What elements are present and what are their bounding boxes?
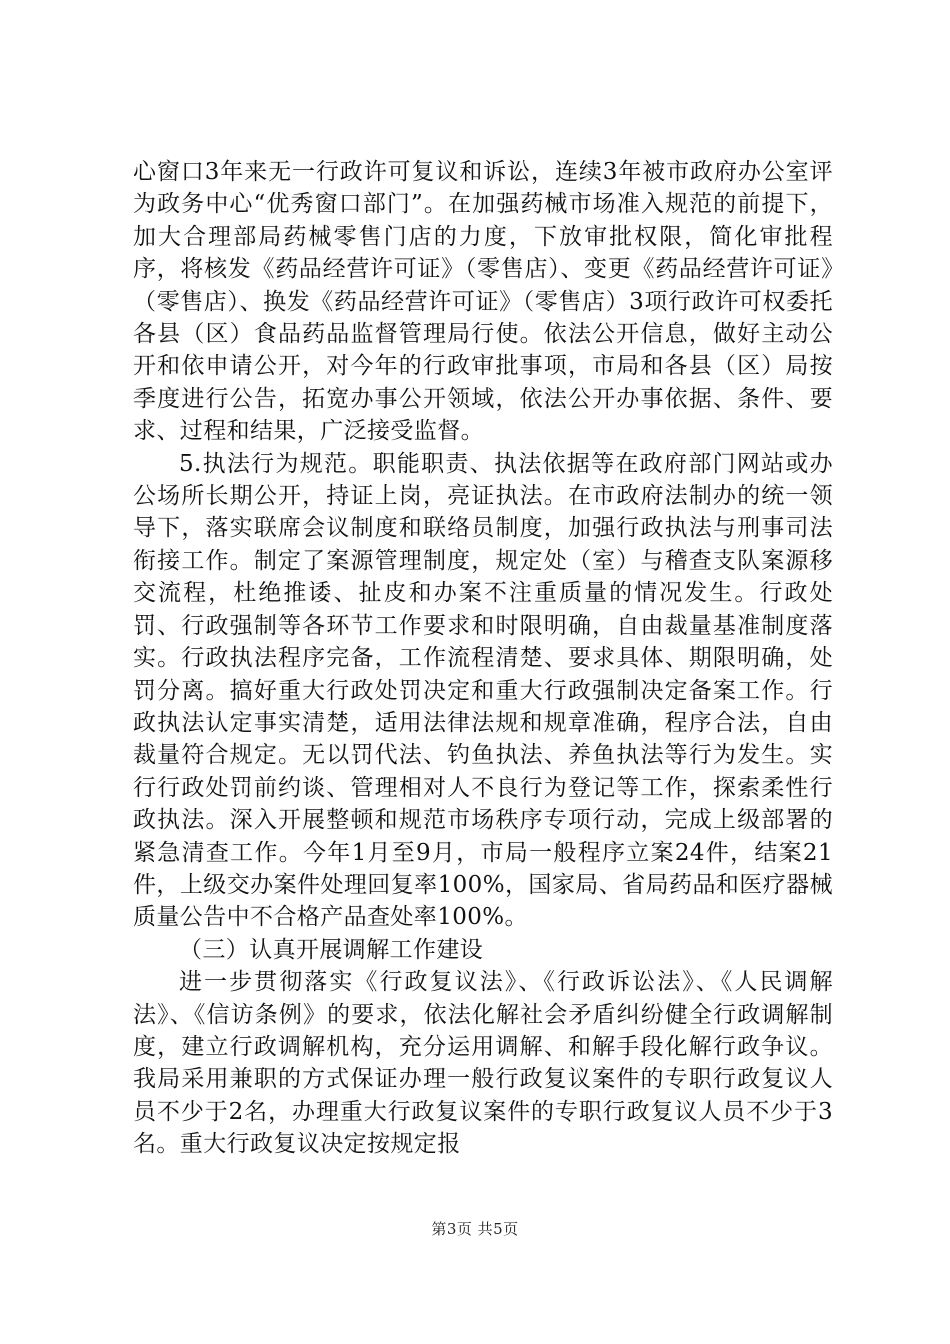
- section-heading: （三）认真开展调解工作建设: [179, 936, 484, 963]
- paragraph-continued: 心窗口3年来无一行政许可复议和诉讼，连续3年被市政府办公室评为政务中心“优秀窗口部门”。在加强药械市场准入规范的前提下，加大合理部局药械零售门店的力度，下放审批权限，简化审批程序，将核发《药品经营许可证》（零售店）、变更《药品经营许可证》（零售店）、换发《药品经营许可证》（零售店）3项行政许可权委托各县（区）食品药品监督管理局行使。依法公开信息，做好主动公开和依申请公开，对今年的行政审批事项，市局和各县（区）局按季度进行公告，拓宽办事公开领域，依法公开办事依据、条件、要求、过程和结果，广泛接受监督。: [133, 159, 833, 445]
- document-body: [133, 156, 833, 1161]
- paragraph-law-enforcement: 5.执法行为规范。职能职责、执法依据等在政府部门网站或办公场所长期公开，持证上岗，亮证执法。在市政府法制办的统一领导下，落实联席会议制度和联络员制度，加强行政执法与刑事司法衔接工作。制定了案源管理制度，规定处（室）与稽查支队案源移交流程，杜绝推诿、扯皮和办案不注重质量的情况发生。行政处罚、行政强制等各环节工作要求和时限明确，自由裁量基准制度落实。行政执法程序完备，工作流程清楚、要求具体、期限明确，处罚分离。搞好重大行政处罚决定和重大行政强制决定备案工作。行政执法认定事实清楚，适用法律法规和规章准确，程序合法，自由裁量符合规定。无以罚代法、钓鱼执法、养鱼执法等行为发生。实行行政处罚前约谈、管理相对人不良行为登记等工作，探索柔性行政执法。深入开展整顿和规范市场秩序专项行动，完成上级部署的紧急清查工作。今年1月至9月，市局一般程序立案24件，结案21件，上级交办案件处理回复率100%，国家局、省局药品和医疗器械质量公告中不合格产品查处率100%。: [133, 450, 833, 931]
- paragraph-mediation: 进一步贯彻落实《行政复议法》、《行政诉讼法》、《人民调解法》、《信访条例》的要求，依法化解社会矛盾纠纷健全行政调解制度，建立行政调解机构，充分运用调解、和解手段化解行政争议。我局采用兼职的方式保证办理一般行政复议案件的专职行政复议人员不少于2名，办理重大行政复议案件的专职行政复议人员不少于3名。重大行政复议决定按规定报: [133, 969, 833, 1158]
- page-footer: 第3页 共5页: [431, 1220, 519, 1238]
